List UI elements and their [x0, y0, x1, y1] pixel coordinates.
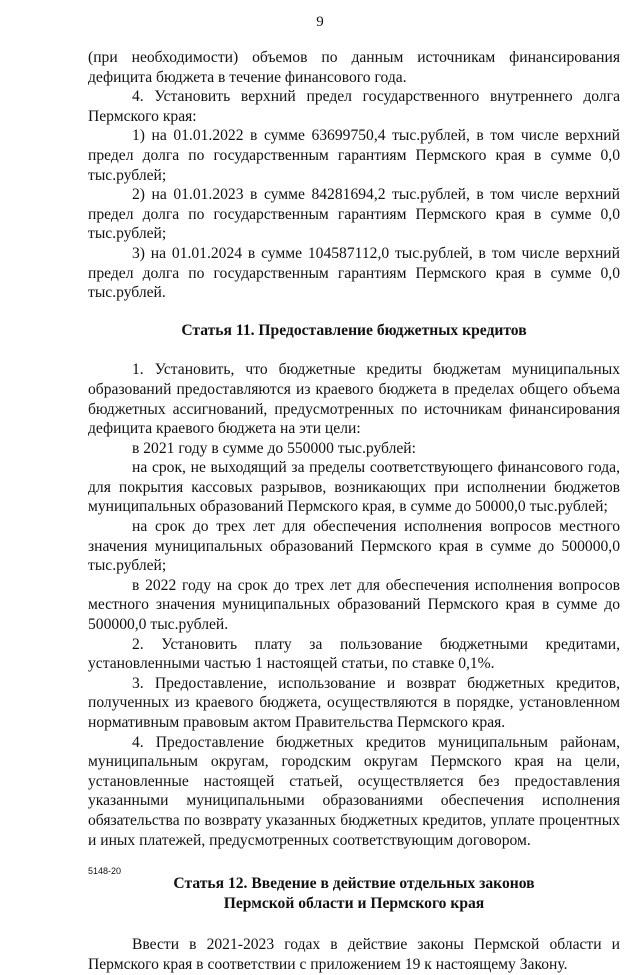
article-12-title-line-2: Пермской области и Пермского края [223, 894, 485, 912]
article-11-paragraph-no-security: 4. Предоставление бюджетных кредитов муниципальным районам, муниципальным округам, городским округам Пермского края на цели, установленные настоящей статьей, осуществляется без предоставления указанными муниципальными образованиями обеспечения исполнения обязательства по возврату указанных бюджетных кредитов, уплате процентных и иных платежей, предусмотренных соответствующим договором. [88, 733, 620, 849]
paragraph-continuation: (при необходимости) объемов по данным источникам финансирования дефицита бюджета в течение финансового года. [88, 49, 620, 86]
article-12-paragraph: Ввести в 2021-2023 годах в действие законы Пермской области и Пермского края в соответствии с приложением 19 к настоящему Закону. [88, 936, 620, 973]
page-number: 9 [316, 14, 324, 30]
article-11-paragraph-cash-gaps: на срок, не выходящий за пределы соответствующего финансового года, для покрытия кассовых разрывов, возникающих при исполнении бюджетов муниципальных образований Пермского края, в сумме до 50000,0 тыс.рублей; [88, 459, 620, 516]
document-body [88, 48, 620, 975]
article-11-paragraph-1: 1. Установить, что бюджетные кредиты бюджетам муниципальных образований предоставляются из краевого бюджета в пределах общего объема бюджетных ассигнований, предусмотренных по источникам финансирования дефицита краевого бюджета на эти цели: [88, 361, 620, 438]
article-11-paragraph-three-years: на срок до трех лет для обеспечения исполнения вопросов местного значения муниципальных образований Пермского края в сумме до 500000,0 тыс.рублей; [88, 518, 620, 575]
article-11-title: Статья 11. Предоставление бюджетных кредитов [181, 321, 527, 339]
article-12-title [88, 874, 620, 913]
footer-document-code: 5148-20 [88, 866, 122, 876]
article-11-paragraph-2021: в 2021 году в сумме до 550000 тыс.рублей: [132, 439, 416, 457]
article-12-title-line-1: Статья 12. Введение в действие отдельных законов [173, 875, 535, 893]
paragraph-debt-2022: 1) на 01.01.2022 в сумме 63699750,4 тыс.рублей, в том числе верхний предел долга по государственным гарантиям Пермского края в сумме 0,0 тыс.рублей; [88, 127, 620, 184]
paragraph-debt-2023: 2) на 01.01.2023 в сумме 84281694,2 тыс.рублей, в том числе верхний предел долга по государственным гарантиям Пермского края в сумме 0,0 тыс.рублей; [88, 186, 620, 243]
paragraph-debt-limit: 4. Установить верхний предел государственного внутреннего долга Пермского края: [88, 88, 620, 125]
article-11-paragraph-fee: 2. Установить плату за пользование бюджетными кредитами, установленными частью 1 настоящей статьи, по ставке 0,1%. [88, 635, 620, 673]
paragraph-debt-2024: 3) на 01.01.2024 в сумме 104587112,0 тыс.рублей, в том числе верхний предел долга по государственным гарантиям Пермского края в сумме 0,0 тыс.рублей. [88, 244, 620, 302]
article-11-paragraph-procedure: 3. Предоставление, использование и возврат бюджетных кредитов, полученных из краевого бюджета, осуществляются в порядке, установленном нормативным правовым актом Правительства Пермского края. [88, 674, 620, 731]
article-11-paragraph-2022: в 2022 году на срок до трех лет для обеспечения исполнения вопросов местного значения муниципальных образований Пермского края в сумме до 500000,0 тыс.рублей. [88, 576, 620, 634]
